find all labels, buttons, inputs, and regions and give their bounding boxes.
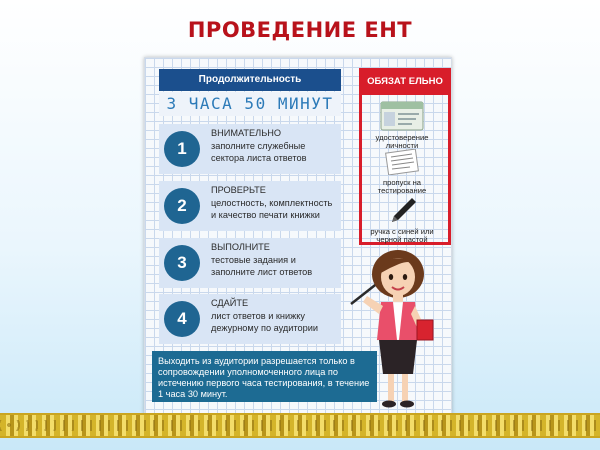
duration-value: 3 ЧАСА 50 МИНУТ [159,92,341,116]
exit-rule-note: Выходить из аудитории разрешается только в сопровождении уполномоченного лица по истечению первого часа тестирования, в течение 1 часа 30 минут. [152,351,377,402]
step-text [211,184,341,222]
step-number: 2 [164,188,200,224]
step-line: дежурному по аудитории [211,323,318,333]
step-line: заполните служебные [211,140,306,151]
pen-icon [388,196,418,226]
step-text [211,127,341,165]
step-item [159,238,341,288]
step-title: ВНИМАТЕЛЬНО [211,128,282,138]
step-line: и качество печати книжки [211,210,320,220]
step-line: целостность, комплектность [211,197,333,208]
pass-document-icon [382,149,422,175]
info-panel [144,57,452,415]
step-item [159,294,341,344]
step-item [159,124,341,174]
step-line: тестовые задания и [211,254,296,265]
decorative-ornament-border [0,413,600,438]
obligatory-box [359,68,451,245]
step-number: 3 [164,245,200,281]
obligatory-item-label: ручка с синей или черной пастой [370,227,434,244]
duration-label: Продолжительность [159,69,341,91]
step-title: СДАЙТЕ [211,298,249,308]
step-number: 1 [164,131,200,167]
step-line: лист ответов и книжку [211,310,305,321]
step-item [159,181,341,231]
step-text [211,241,341,279]
step-text [211,297,341,335]
id-card-icon [380,101,424,131]
page-title: ПРОВЕДЕНИЕ ЕНТ [187,18,413,42]
step-line: заполните лист ответов [211,267,313,277]
step-title: ВЫПОЛНИТЕ [211,242,270,252]
obligatory-item-label: удостоверение личности [375,133,429,150]
step-line: сектора листа ответов [211,153,307,163]
obligatory-item-label: пропуск на тестирование [377,178,427,195]
ornament-pattern [0,420,600,431]
obligatory-title: ОБЯЗАТ ЕЛЬНО [359,68,451,95]
step-number: 4 [164,301,200,337]
step-title: ПРОВЕРЬТЕ [211,185,266,195]
